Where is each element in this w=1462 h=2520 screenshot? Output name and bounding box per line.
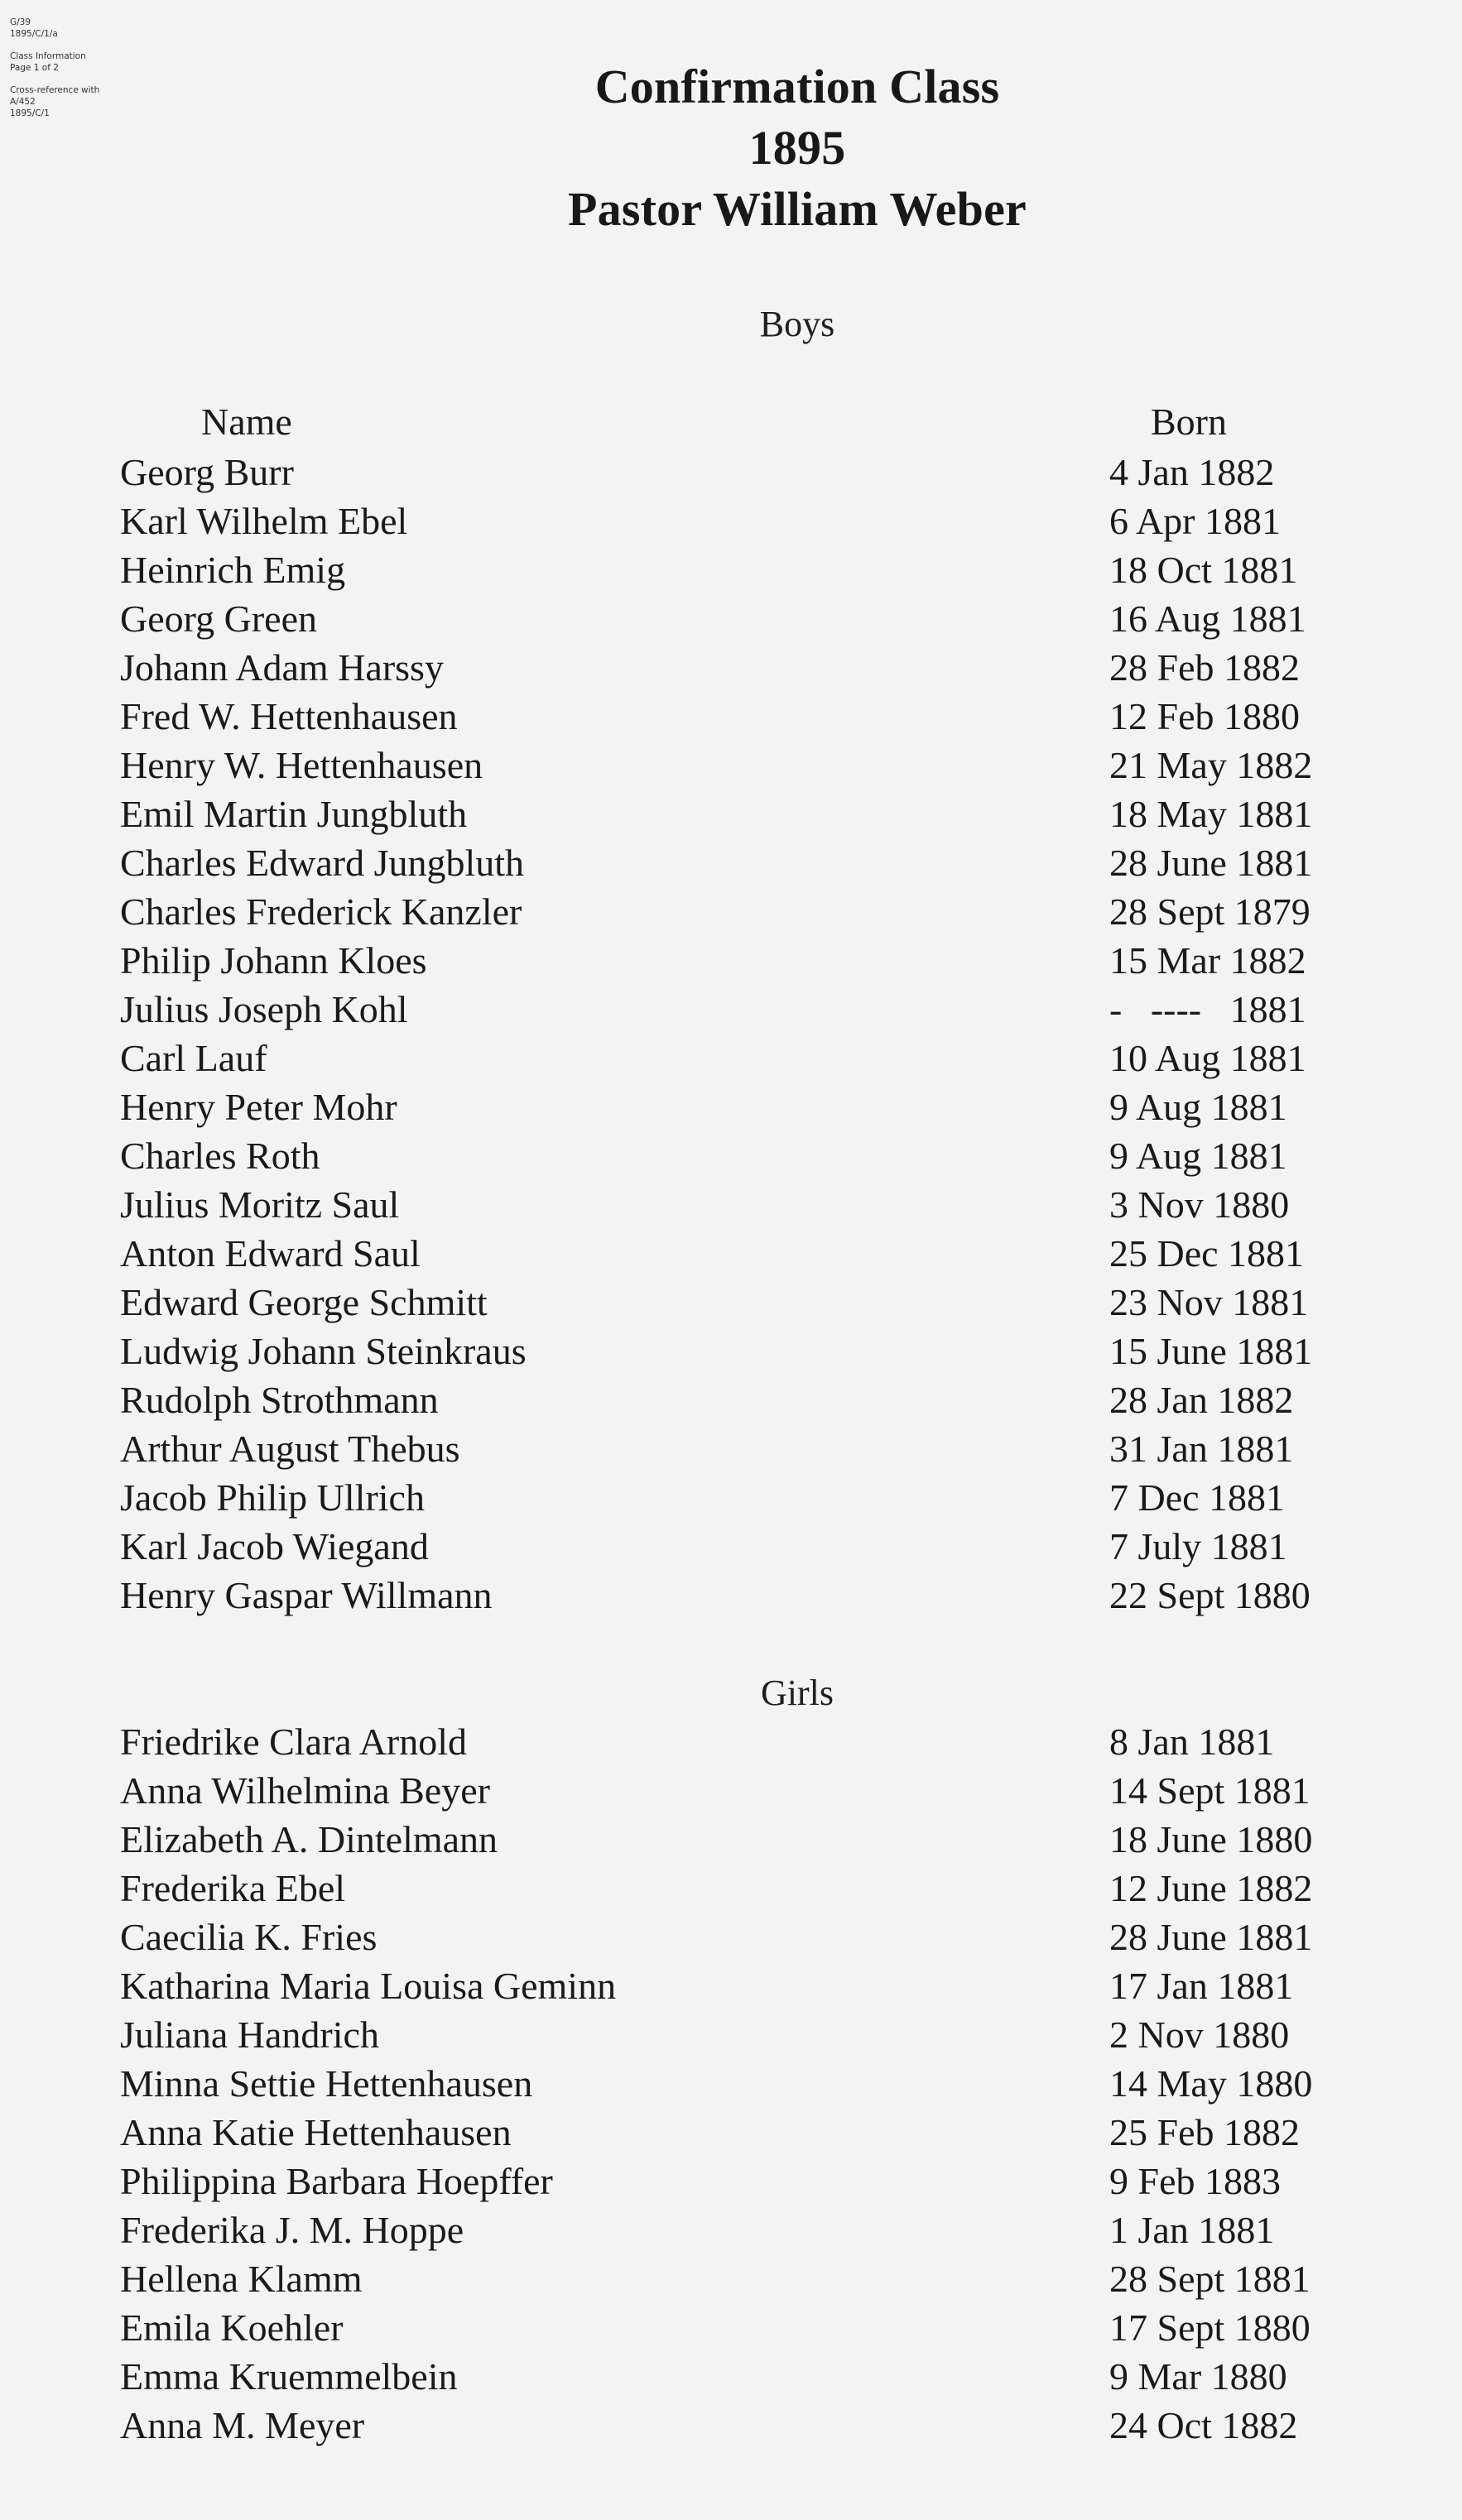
roster-row <box>0 643 1462 692</box>
student-name: Heinrich Emig <box>120 549 346 591</box>
roster-row <box>0 1229 1462 1278</box>
roster-row <box>0 887 1462 936</box>
student-name: Katharina Maria Louisa Geminn <box>120 1965 617 2007</box>
roster-row <box>0 692 1462 741</box>
birth-date: 28 Sept 1881 <box>1109 2258 1311 2300</box>
student-name: Georg Burr <box>120 451 294 493</box>
class-year: 1895 <box>748 121 846 175</box>
student-name: Charles Frederick Kanzler <box>120 890 522 933</box>
roster-row <box>0 1571 1462 1620</box>
roster-row <box>0 1131 1462 1180</box>
roster-row <box>0 936 1462 985</box>
birth-date: 2 Nov 1880 <box>1109 2014 1290 2056</box>
student-name: Jacob Philip Ullrich <box>120 1476 425 1519</box>
roster-row <box>0 2254 1462 2303</box>
birth-date: 7 July 1881 <box>1109 1525 1287 1567</box>
girls-heading <box>0 1672 1462 1715</box>
student-name: Henry W. Hettenhausen <box>120 744 483 786</box>
roster-row <box>0 1180 1462 1229</box>
birth-date: 18 Oct 1881 <box>1109 549 1298 591</box>
ref-line: A/452 <box>10 97 36 107</box>
ref-line: 1895/C/1 <box>10 108 50 118</box>
ref-line: Cross-reference with <box>10 85 100 95</box>
student-name: Emil Martin Jungbluth <box>120 793 468 835</box>
birth-date: 4 Jan 1882 <box>1109 451 1275 493</box>
roster-row <box>0 2206 1462 2254</box>
student-name: Anna Wilhelmina Beyer <box>120 1769 490 1812</box>
student-name: Julius Moritz Saul <box>120 1183 400 1226</box>
roster-row <box>0 1082 1462 1131</box>
roster-row <box>0 985 1462 1034</box>
student-name: Anton Edward Saul <box>120 1232 421 1274</box>
student-name: Philippina Barbara Hoepffer <box>120 2160 553 2202</box>
ref-line: Page 1 of 2 <box>10 63 59 73</box>
birth-date: 18 May 1881 <box>1109 793 1313 835</box>
roster-row <box>0 448 1462 497</box>
roster-row <box>0 2059 1462 2108</box>
student-name: Frederika Ebel <box>120 1867 346 1909</box>
student-name: Ludwig Johann Steinkraus <box>120 1330 527 1372</box>
student-name: Arthur August Thebus <box>120 1428 460 1470</box>
roster-row <box>0 545 1462 594</box>
birth-date: 24 Oct 1882 <box>1109 2404 1298 2446</box>
student-name: Anna M. Meyer <box>120 2404 365 2446</box>
birth-date: 16 Aug 1881 <box>1109 598 1306 640</box>
student-name: Fred W. Hettenhausen <box>120 695 458 737</box>
roster-row <box>0 1961 1462 2010</box>
birth-date: 14 Sept 1881 <box>1109 1769 1311 1812</box>
birth-date: 12 June 1882 <box>1109 1867 1313 1909</box>
birth-date: 14 May 1880 <box>1109 2062 1313 2105</box>
roster-row <box>0 1034 1462 1082</box>
roster-row <box>0 790 1462 838</box>
student-name: Edward George Schmitt <box>120 1281 488 1323</box>
birth-date: 1 Jan 1881 <box>1109 2209 1275 2251</box>
ref-line: Class Information <box>10 51 86 61</box>
roster-row <box>0 2108 1462 2157</box>
roster-row <box>0 1864 1462 1913</box>
birth-date: 9 Feb 1883 <box>1109 2160 1281 2202</box>
roster-row <box>0 2401 1462 2450</box>
student-name: Philip Johann Kloes <box>120 939 427 982</box>
birth-date: 7 Dec 1881 <box>1109 1476 1286 1519</box>
ref-line: G/39 <box>10 17 31 27</box>
roster-row <box>0 1424 1462 1473</box>
student-name: Emila Koehler <box>120 2306 344 2349</box>
roster-row <box>0 1473 1462 1522</box>
student-name: Henry Peter Mohr <box>120 1086 397 1128</box>
roster-row <box>0 741 1462 790</box>
roster-row <box>0 838 1462 887</box>
birth-date: - ---- 1881 <box>1109 988 1306 1030</box>
boys-heading-text: Boys <box>759 304 835 344</box>
name-column-header: Name <box>201 401 292 443</box>
birth-date: 3 Nov 1880 <box>1109 1183 1290 1226</box>
student-name: Emma Kruemmelbein <box>120 2355 458 2398</box>
birth-date: 17 Sept 1880 <box>1109 2306 1311 2349</box>
birth-date: 18 June 1880 <box>1109 1818 1313 1860</box>
birth-date: 17 Jan 1881 <box>1109 1965 1294 2007</box>
birth-date: 6 Apr 1881 <box>1109 500 1281 542</box>
boys-heading <box>0 303 1462 346</box>
birth-date: 9 Aug 1881 <box>1109 1086 1287 1128</box>
student-name: Charles Edward Jungbluth <box>120 842 525 884</box>
roster-row <box>0 497 1462 545</box>
student-name: Georg Green <box>120 598 317 640</box>
student-name: Caecilia K. Fries <box>120 1916 378 1958</box>
boys-roster <box>0 448 1462 1620</box>
birth-date: 31 Jan 1881 <box>1109 1428 1294 1470</box>
ref-line: 1895/C/1/a <box>10 29 58 39</box>
birth-date: 28 Jan 1882 <box>1109 1379 1294 1421</box>
roster-row <box>0 2303 1462 2352</box>
pastor-name: Pastor William Weber <box>568 182 1027 236</box>
girls-roster <box>0 1717 1462 2450</box>
birth-date: 28 June 1881 <box>1109 842 1313 884</box>
birth-date: 28 June 1881 <box>1109 1916 1313 1958</box>
roster-row <box>0 1717 1462 1766</box>
roster-row <box>0 1278 1462 1327</box>
roster-row <box>0 1375 1462 1424</box>
birth-date: 8 Jan 1881 <box>1109 1721 1275 1763</box>
student-name: Friedrike Clara Arnold <box>120 1721 468 1763</box>
student-name: Juliana Handrich <box>120 2014 379 2056</box>
student-name: Charles Roth <box>120 1135 320 1177</box>
student-name: Karl Wilhelm Ebel <box>120 500 408 542</box>
student-name: Anna Katie Hettenhausen <box>120 2111 512 2153</box>
roster-row <box>0 594 1462 643</box>
birth-date: 25 Feb 1882 <box>1109 2111 1300 2153</box>
birth-date: 9 Mar 1880 <box>1109 2355 1287 2398</box>
roster-row <box>0 1913 1462 1961</box>
student-name: Minna Settie Hettenhausen <box>120 2062 533 2105</box>
roster-row <box>0 1327 1462 1375</box>
birth-date: 9 Aug 1881 <box>1109 1135 1287 1177</box>
student-name: Henry Gaspar Willmann <box>120 1574 493 1616</box>
roster-row <box>0 1815 1462 1864</box>
roster-row <box>0 1522 1462 1571</box>
student-name: Karl Jacob Wiegand <box>120 1525 429 1567</box>
girls-heading-text: Girls <box>761 1673 834 1713</box>
birth-date: 12 Feb 1880 <box>1109 695 1300 737</box>
title-block <box>0 56 1462 240</box>
student-name: Hellena Klamm <box>120 2258 363 2300</box>
birth-date: 28 Sept 1879 <box>1109 890 1311 933</box>
student-name: Julius Joseph Kohl <box>120 988 408 1030</box>
page-title: Confirmation Class <box>594 60 1000 113</box>
birth-date: 25 Dec 1881 <box>1109 1232 1305 1274</box>
birth-date: 15 Mar 1882 <box>1109 939 1306 982</box>
student-name: Frederika J. M. Hoppe <box>120 2209 464 2251</box>
roster-row <box>0 2157 1462 2206</box>
roster-row <box>0 1766 1462 1815</box>
student-name: Carl Lauf <box>120 1037 267 1079</box>
roster-row <box>0 2010 1462 2059</box>
birth-date: 10 Aug 1881 <box>1109 1037 1306 1079</box>
birth-date: 28 Feb 1882 <box>1109 646 1300 689</box>
student-name: Elizabeth A. Dintelmann <box>120 1818 498 1860</box>
birth-date: 22 Sept 1880 <box>1109 1574 1311 1616</box>
birth-date: 15 June 1881 <box>1109 1330 1313 1372</box>
born-column-header: Born <box>1151 401 1227 443</box>
student-name: Rudolph Strothmann <box>120 1379 439 1421</box>
birth-date: 21 May 1882 <box>1109 744 1313 786</box>
birth-date: 23 Nov 1881 <box>1109 1281 1309 1323</box>
roster-row <box>0 2352 1462 2401</box>
student-name: Johann Adam Harssy <box>120 646 444 689</box>
